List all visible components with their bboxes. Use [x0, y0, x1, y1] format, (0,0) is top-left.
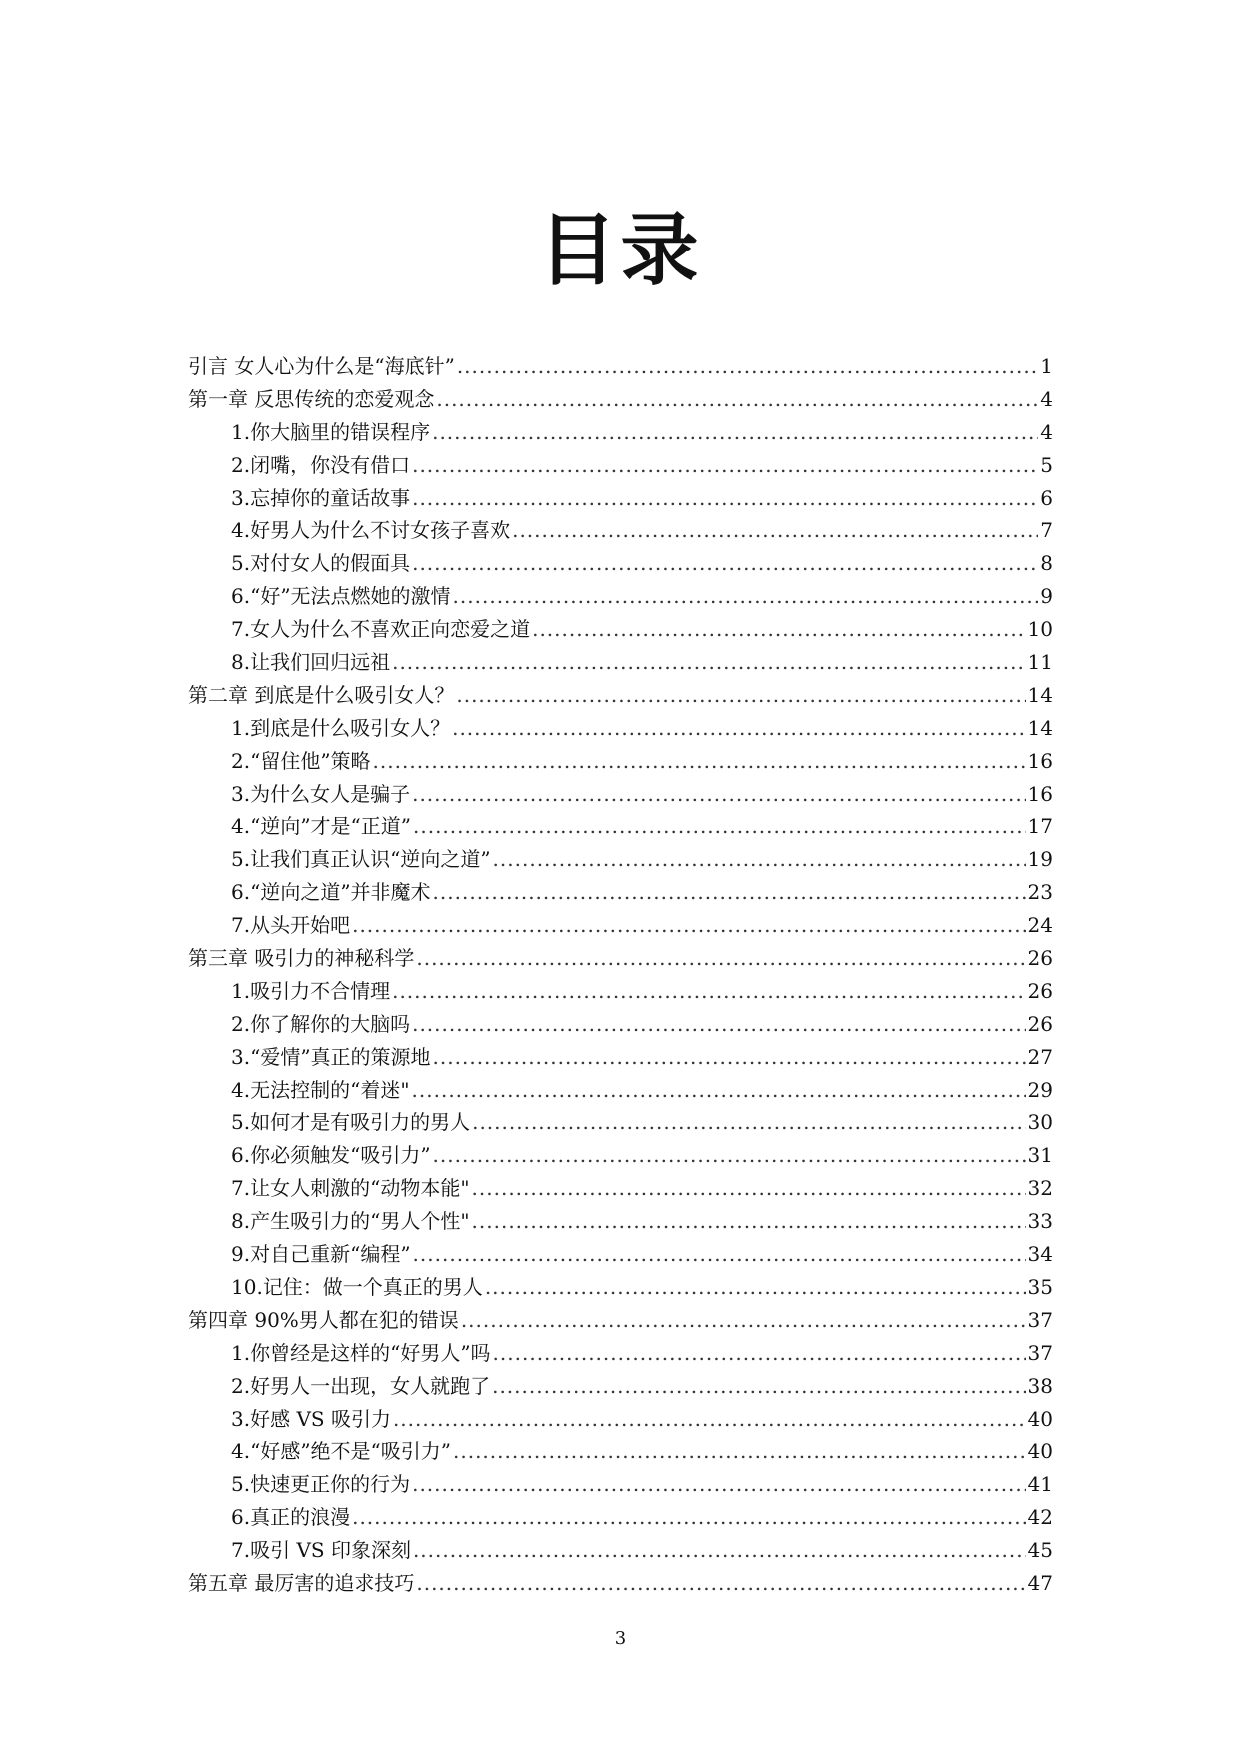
toc-entry-label: 好男人一出现，女人就跑了 [250, 1373, 491, 1398]
toc-entry-page: 27 [1027, 1044, 1053, 1069]
toc-section-entry[interactable] [188, 745, 1053, 778]
toc-entry-number: 6. [231, 1143, 251, 1168]
toc-entry-page: 41 [1027, 1472, 1053, 1497]
toc-entry-label: 对自己重新“编程” [250, 1242, 411, 1267]
toc-entry-label: “逆向”才是“正道” [250, 814, 411, 839]
toc-entry-page: 11 [1027, 650, 1053, 675]
toc-entry-label: 第三章 吸引力的神秘科学 [188, 946, 415, 971]
toc-dot-leader [412, 1468, 1025, 1501]
toc-entry-page: 42 [1027, 1505, 1053, 1530]
toc-entry-label: 吸引 VS 印象深刻 [250, 1538, 411, 1563]
toc-entry-label: 好感 VS 吸引力 [250, 1406, 391, 1431]
toc-entry-page: 5 [1040, 452, 1053, 477]
toc-dot-leader [392, 646, 1025, 679]
toc-chapter-entry[interactable] [188, 942, 1053, 975]
toc-entry-page: 9 [1040, 584, 1053, 609]
toc-entry-label: 你大脑里的错误程序 [250, 419, 431, 444]
toc-entry-page: 7 [1040, 518, 1053, 543]
toc-entry-page: 32 [1027, 1176, 1053, 1201]
toc-entry-number: 6. [231, 584, 251, 609]
toc-entry-page: 19 [1027, 847, 1053, 872]
toc-dot-leader [393, 1403, 1026, 1436]
toc-section-entry[interactable] [188, 1468, 1053, 1501]
toc-entry-page: 6 [1040, 485, 1053, 510]
toc-entry-label: 女人为什么不喜欢正向恋爱之道 [250, 617, 531, 642]
toc-entry-number: 7. [231, 1538, 251, 1563]
toc-dot-leader [416, 942, 1025, 975]
toc-entry-label: 你了解你的大脑吗 [250, 1011, 411, 1036]
toc-section-entry[interactable] [188, 712, 1053, 745]
toc-dot-leader [352, 1501, 1025, 1534]
toc-entry-page: 8 [1040, 551, 1053, 576]
toc-entry-number: 5. [231, 1472, 251, 1497]
toc-chapter-entry[interactable] [188, 1304, 1053, 1337]
toc-entry-number: 4. [231, 518, 251, 543]
toc-entry-label: 让我们回归远祖 [250, 650, 391, 675]
toc-section-entry[interactable] [188, 1205, 1053, 1238]
toc-entry-page: 37 [1027, 1307, 1053, 1332]
toc-dot-leader [492, 1370, 1025, 1403]
toc-section-entry[interactable] [188, 1501, 1053, 1534]
toc-entry-number: 4. [231, 1439, 251, 1464]
toc-dot-leader [453, 580, 1039, 613]
toc-entry-page: 10 [1027, 617, 1053, 642]
toc-entry-label: 为什么女人是骗子 [250, 781, 411, 806]
toc-entry-number: 1. [231, 978, 251, 1003]
toc-entry-number: 7. [231, 1176, 251, 1201]
toc-entry-page: 31 [1027, 1143, 1053, 1168]
toc-entry-page: 4 [1040, 419, 1053, 444]
toc-entry-label: 第四章 90%男人都在犯的错误 [188, 1307, 459, 1332]
toc-dot-leader [352, 909, 1025, 942]
toc-entry-label: “好感”绝不是“吸引力” [250, 1439, 451, 1464]
toc-entry-page: 35 [1027, 1274, 1053, 1299]
toc-entry-label: 吸引力不合情理 [250, 978, 391, 1003]
page-number: 3 [614, 1628, 627, 1649]
toc-entry-page: 26 [1027, 978, 1053, 1003]
toc-entry-page: 29 [1027, 1077, 1053, 1102]
toc-entry-page: 40 [1027, 1406, 1053, 1431]
toc-entry-label: 快速更正你的行为 [250, 1472, 411, 1497]
toc-entry-page: 30 [1027, 1110, 1053, 1135]
toc-dot-leader [512, 514, 1038, 547]
toc-chapter-entry[interactable] [188, 350, 1053, 383]
toc-entry-number: 10. [231, 1274, 263, 1299]
toc-entry-page: 26 [1027, 1011, 1053, 1036]
toc-entry-page: 45 [1027, 1538, 1053, 1563]
toc-section-entry[interactable] [188, 1337, 1053, 1370]
toc-entry-number: 4. [231, 814, 251, 839]
toc-entry-label: 从头开始吧 [250, 913, 351, 938]
toc-entry-page: 17 [1027, 814, 1053, 839]
toc-dot-leader [413, 1534, 1026, 1567]
toc-entry-page: 23 [1027, 880, 1053, 905]
toc-dot-leader [392, 975, 1025, 1008]
toc-section-entry[interactable] [188, 514, 1053, 547]
toc-entry-label: 你必须触发“吸引力” [250, 1143, 431, 1168]
toc-dot-leader [453, 1435, 1026, 1468]
toc-dot-leader [493, 843, 1026, 876]
page-title: 目录 [538, 206, 703, 296]
toc-entry-page: 4 [1040, 386, 1053, 411]
toc-chapter-entry[interactable] [188, 679, 1053, 712]
toc-section-entry[interactable] [188, 416, 1053, 449]
toc-dot-leader [433, 1139, 1026, 1172]
toc-dot-leader [412, 1074, 1026, 1107]
toc-entry-label: 好男人为什么不讨女孩子喜欢 [250, 518, 511, 543]
toc-entry-label: 闭嘴，你没有借口 [250, 452, 411, 477]
toc-section-entry[interactable] [188, 449, 1053, 482]
toc-entry-page: 14 [1027, 682, 1053, 707]
toc-dot-leader [416, 1567, 1025, 1600]
toc-dot-leader [433, 876, 1026, 909]
toc-section-entry[interactable] [188, 646, 1053, 679]
toc-entry-label: 让女人刺激的“动物本能" [250, 1176, 470, 1201]
toc-entry-number: 2. [231, 748, 251, 773]
toc-section-entry[interactable] [188, 909, 1053, 942]
toc-entry-number: 3. [231, 781, 251, 806]
toc-entry-number: 2. [231, 1011, 251, 1036]
toc-entry-number: 2. [231, 1373, 251, 1398]
toc-section-entry[interactable] [188, 1534, 1053, 1567]
toc-entry-page: 24 [1027, 913, 1053, 938]
toc-entry-number: 2. [231, 452, 251, 477]
toc-section-entry[interactable] [188, 613, 1053, 646]
toc-entry-number: 6. [231, 880, 251, 905]
toc-entry-number: 5. [231, 847, 251, 872]
toc-section-entry[interactable] [188, 1403, 1053, 1436]
toc-section-entry[interactable] [188, 975, 1053, 1008]
toc-entry-number: 6. [231, 1505, 251, 1530]
toc-entry-page: 38 [1027, 1373, 1053, 1398]
toc-entry-page: 14 [1027, 715, 1053, 740]
toc-dot-leader [485, 1271, 1026, 1304]
toc-dot-leader [412, 449, 1038, 482]
toc-entry-label: 产生吸引力的“男人个性" [250, 1209, 470, 1234]
toc-entry-label: 引言 女人心为什么是“海底针” [188, 354, 455, 378]
toc-dot-leader [373, 745, 1026, 778]
toc-dot-leader [412, 547, 1038, 580]
toc-entry-label: 如何才是有吸引力的男人 [250, 1110, 471, 1135]
toc-entry-label: 你曾经是这样的“好男人”吗 [250, 1340, 491, 1365]
toc-entry-page: 16 [1027, 781, 1053, 806]
toc-dot-leader [472, 1172, 1026, 1205]
toc-dot-leader [433, 1041, 1026, 1074]
toc-entry-number: 5. [231, 551, 251, 576]
toc-entry-number: 8. [231, 650, 251, 675]
toc-dot-leader [413, 810, 1026, 843]
toc-section-entry[interactable] [188, 778, 1053, 811]
table-of-contents [188, 350, 1053, 1600]
toc-entry-page: 1 [1040, 354, 1053, 378]
toc-section-entry[interactable] [188, 843, 1053, 876]
toc-dot-leader [452, 712, 1025, 745]
toc-section-entry[interactable] [188, 1041, 1053, 1074]
toc-section-entry[interactable] [188, 1008, 1053, 1041]
toc-section-entry[interactable] [188, 1271, 1053, 1304]
toc-section-entry[interactable] [188, 1139, 1053, 1172]
toc-dot-leader [412, 778, 1025, 811]
toc-dot-leader [436, 383, 1038, 416]
toc-section-entry[interactable] [188, 547, 1053, 580]
toc-entry-number: 5. [231, 1110, 251, 1135]
toc-section-entry[interactable] [188, 1074, 1053, 1107]
toc-entry-label: “爱情”真正的策源地 [250, 1044, 431, 1069]
toc-entry-page: 47 [1027, 1570, 1053, 1595]
toc-chapter-entry[interactable] [188, 1567, 1053, 1600]
toc-entry-number: 1. [231, 715, 251, 740]
toc-entry-number: 9. [231, 1242, 251, 1267]
toc-entry-page: 26 [1027, 946, 1053, 971]
toc-entry-page: 16 [1027, 748, 1053, 773]
toc-entry-label: “逆向之道”并非魔术 [250, 880, 431, 905]
toc-dot-leader [413, 1238, 1026, 1271]
toc-entry-page: 40 [1027, 1439, 1053, 1464]
toc-entry-number: 3. [231, 1406, 251, 1431]
toc-entry-page: 34 [1027, 1242, 1053, 1267]
toc-entry-number: 3. [231, 485, 251, 510]
toc-section-entry[interactable] [188, 1370, 1053, 1403]
toc-dot-leader [412, 1008, 1025, 1041]
toc-entry-number: 4. [231, 1077, 251, 1102]
toc-entry-number: 3. [231, 1044, 251, 1069]
toc-entry-label: 无法控制的“着迷" [250, 1077, 410, 1102]
toc-dot-leader [461, 1304, 1026, 1337]
toc-dot-leader [457, 350, 1038, 383]
toc-entry-label: 第二章 到底是什么吸引女人？ [188, 682, 455, 707]
toc-entry-label: 第五章 最厉害的追求技巧 [188, 1570, 415, 1595]
toc-entry-label: 第一章 反思传统的恋爱观念 [188, 386, 435, 411]
toc-entry-label: 到底是什么吸引女人？ [250, 715, 451, 740]
toc-entry-number: 1. [231, 419, 251, 444]
toc-entry-number: 1. [231, 1340, 251, 1365]
toc-dot-leader [412, 482, 1038, 515]
toc-entry-number: 7. [231, 913, 251, 938]
toc-entry-page: 33 [1027, 1209, 1053, 1234]
toc-dot-leader [472, 1106, 1025, 1139]
toc-entry-label: “留住他”策略 [250, 748, 371, 773]
toc-section-entry[interactable] [188, 1435, 1053, 1468]
toc-entry-label: 忘掉你的童话故事 [250, 485, 411, 510]
toc-section-entry[interactable] [188, 1106, 1053, 1139]
toc-dot-leader [432, 416, 1038, 449]
toc-section-entry[interactable] [188, 580, 1053, 613]
toc-section-entry[interactable] [188, 482, 1053, 515]
toc-entry-label: 真正的浪漫 [250, 1505, 351, 1530]
toc-dot-leader [493, 1337, 1026, 1370]
toc-entry-number: 8. [231, 1209, 251, 1234]
toc-dot-leader [456, 679, 1025, 712]
toc-section-entry[interactable] [188, 1172, 1053, 1205]
toc-entry-label: 对付女人的假面具 [250, 551, 411, 576]
toc-entry-page: 37 [1027, 1340, 1053, 1365]
toc-dot-leader [472, 1205, 1026, 1238]
toc-section-entry[interactable] [188, 876, 1053, 909]
toc-entry-label: “好”无法点燃她的激情 [250, 584, 451, 609]
toc-chapter-entry[interactable] [188, 383, 1053, 416]
toc-section-entry[interactable] [188, 1238, 1053, 1271]
toc-dot-leader [532, 613, 1025, 646]
toc-entry-label: 让我们真正认识“逆向之道” [250, 847, 491, 872]
toc-entry-label: 记住：做一个真正的男人 [262, 1274, 483, 1299]
toc-entry-number: 7. [231, 617, 251, 642]
toc-section-entry[interactable] [188, 810, 1053, 843]
